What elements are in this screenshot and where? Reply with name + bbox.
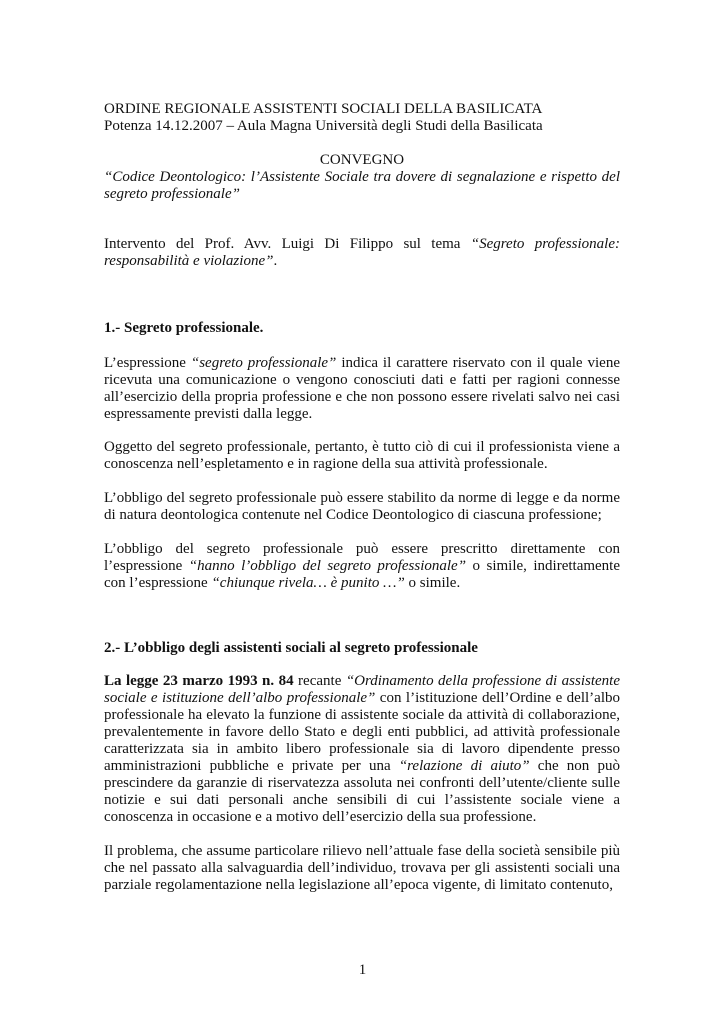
event-place-date: Potenza 14.12.2007 – Aula Magna Università degli Studi della Basilicata — [104, 118, 543, 134]
convegno-title-line-1: “Codice Deontologico: l’Assistente Sociale tra dovere di segnalazione e rispetto del — [104, 169, 620, 185]
section-2-paragraph-1 — [104, 673, 620, 826]
intervento-period: . — [273, 253, 278, 269]
paragraph-italic: “chiunque rivela… è punito …” — [211, 575, 405, 591]
paragraph-text: o simile, indirettamente con l’espressione — [104, 558, 620, 591]
section-2-paragraph-2: Il problema, che assume particolare rilievo nell’attuale fase della società sensibile più che nel passato alla salvaguardia dell’individuo, trovava per gli assistenti sociali una parziale regolamentazione nella legislazione all’epoca vigente, di limitato contenuto, — [104, 843, 620, 893]
paragraph-text: con l’istituzione dell’Ordine e dell’albo professionale ha elevato la funzione di assistente sociale da attività di collaborazione, prevalentemente in favore dello Stato e degli enti pubblici, ad attività professionale caratterizzata sia in ambito libero professionale sia di lavoro dipendente presso amministrazioni pubbliche e private per una — [104, 690, 620, 774]
page-number: 1 — [358, 962, 367, 978]
convegno-label: CONVEGNO — [319, 152, 405, 168]
section-1-paragraph-3: L’obbligo del segreto professionale può essere stabilito da norme di legge e da norme di natura deontologica contenute nel Codice Deontologico di ciascuna professione; — [104, 490, 620, 523]
document-header — [104, 101, 620, 135]
paragraph-text: che non può prescindere da garanzie di riservatezza assoluta nei confronti dell’utente/cliente sulle notizie e sui dati personali anche sensibili di cui l’assistente sociale viene a conoscenza in occasione e a motivo dell’esercizio della sua professione. — [104, 758, 620, 825]
intervento-theme-end: responsabilità e violazione” — [104, 253, 274, 269]
section-2-heading: 2.- L’obbligo degli assistenti sociali al segreto professionale — [104, 640, 478, 656]
intervento-theme-start: “Segreto professionale: — [470, 236, 620, 252]
intervento-line-1 — [104, 236, 620, 253]
intervento-line-2 — [104, 253, 620, 270]
paragraph-italic: “Ordinamento della professione di assistente sociale e istituzione dell’albo professionale” — [104, 673, 620, 706]
paragraph-italic: “segreto professionale” — [190, 355, 337, 371]
paragraph-text: indica il carattere riservato con il quale viene ricevuta una comunicazione o vengono conosciuti dati e fatti per ragioni connesse all’esercizio della propria professione e che non possono essere rivelati salvo nei casi espressamente previsti dalla legge. — [104, 355, 620, 422]
intervento-speaker: Intervento del Prof. Avv. Luigi Di Filippo sul tema — [104, 236, 471, 252]
section-1-paragraph-4 — [104, 541, 620, 592]
paragraph-text: L’espressione — [104, 355, 191, 371]
section-1-paragraph-2: Oggetto del segreto professionale, pertanto, è tutto ciò di cui il professionista viene a conoscenza nell’espletamento e in ragione della sua attività professionale. — [104, 439, 620, 472]
convegno-block — [104, 152, 620, 203]
paragraph-text: L’obbligo del segreto professionale può essere prescritto direttamente con l’espressione — [104, 541, 620, 574]
paragraph-text: recante — [293, 673, 346, 689]
section-1-heading: 1.- Segreto professionale. — [104, 320, 264, 336]
paragraph-italic: “relazione di aiuto” — [398, 758, 530, 774]
organization-name: ORDINE REGIONALE ASSISTENTI SOCIALI DELLA BASILICATA — [104, 101, 543, 117]
paragraph-italic: “hanno l’obbligo del segreto professionale” — [188, 558, 467, 574]
section-1-paragraph-1 — [104, 355, 620, 423]
intervento-block — [104, 236, 620, 270]
law-reference: La legge 23 marzo 1993 n. 84 — [104, 673, 294, 689]
convegno-title-line-2: segreto professionale” — [104, 186, 240, 202]
paragraph-text: o simile. — [404, 575, 461, 591]
